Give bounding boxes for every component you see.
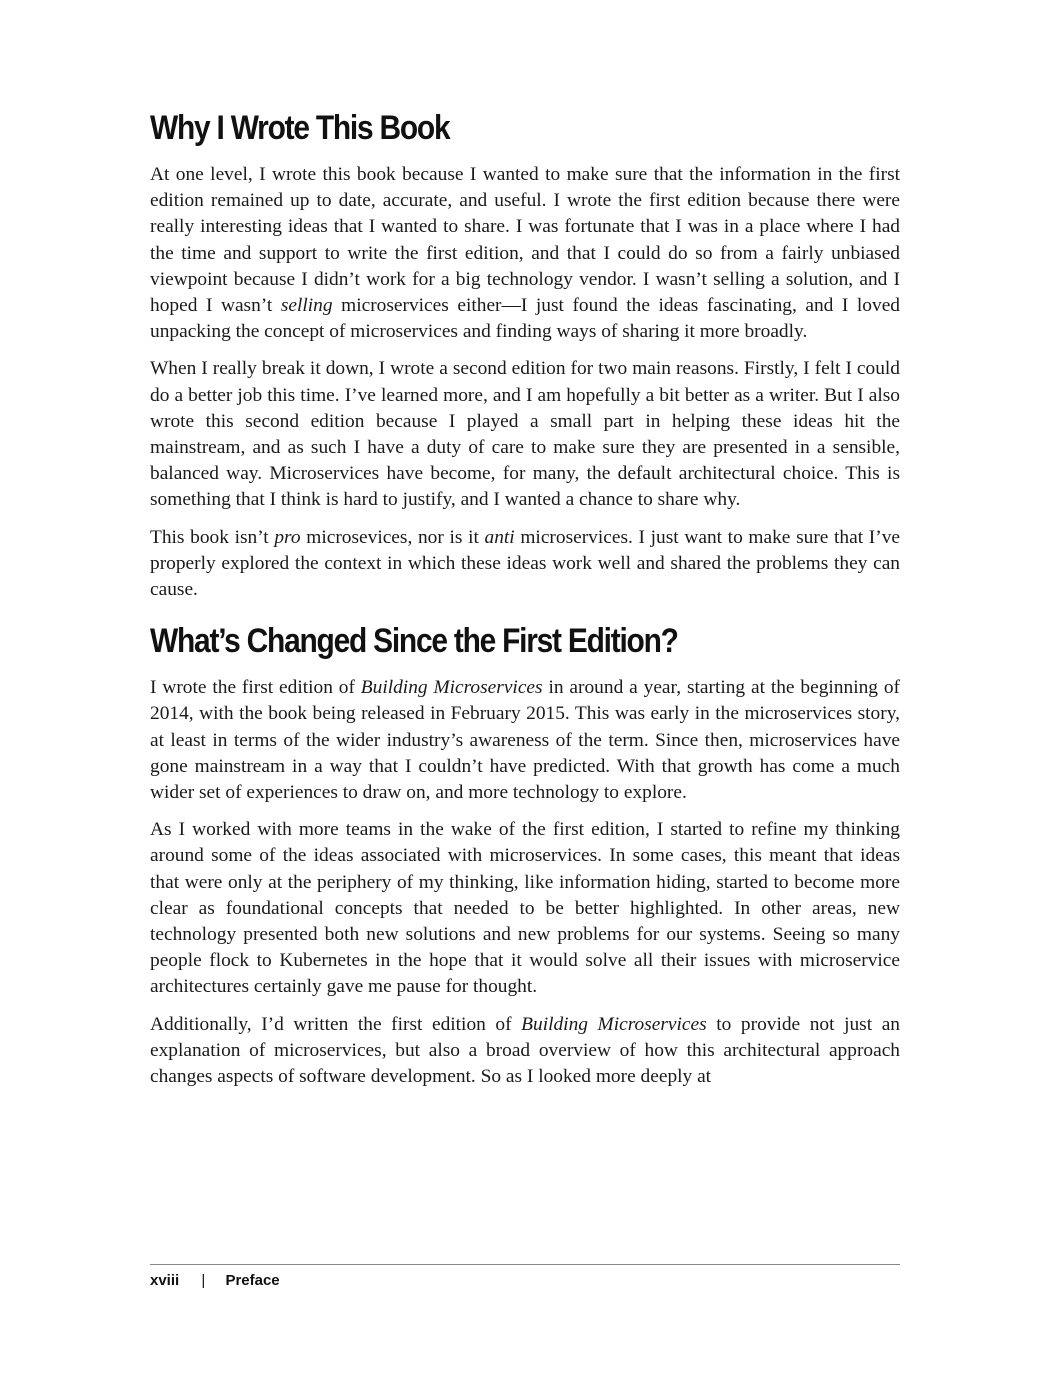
text-run: This book isn’t <box>150 526 275 548</box>
section-heading-whats-changed: What’s Changed Since the First Edition? <box>150 622 678 661</box>
text-run: As I worked with more teams in the wake of the first edition, I started to refine my thinking around some of the ideas associated with microservices. In some cases, this meant that ideas that were only at the periphery of my thinking, like information hiding, started to become more clear as foundational concepts that needed to be better highlighted. In other areas, new technology presented both new solutions and new problems for our systems. Seeing so many people flock to Kubernetes in the hope that it would solve all their issues with microservice architectures certainly gave me pause for thought. <box>150 819 900 998</box>
text-run: I wrote the first edition of <box>150 677 361 699</box>
page-footer <box>150 1264 900 1289</box>
footer-separator: | <box>201 1272 206 1289</box>
text-run: microsevices, nor is it <box>300 526 485 548</box>
page-number: xviii <box>150 1272 180 1289</box>
text-run: to provide not just an explanation of microservices, but also a broad overview of how this architectural approach changes aspects of software development. So as I looked more deeply at <box>150 1013 900 1088</box>
paragraph <box>150 356 900 513</box>
running-section-title: Preface <box>225 1272 280 1289</box>
section-heading-why-i-wrote: Why I Wrote This Book <box>150 109 450 147</box>
paragraph <box>150 162 900 345</box>
text-run: When I really break it down, I wrote a second edition for two main reasons. Firstly, I felt I could do a better job this time. I’ve learned more, and I am hopefully a bit better as a writer. But I also wrote this second edition because I played a small part in helping these ideas hit the mainstream, and as such I have a duty of care to make sure they are presented in a sensible, balanced way. Microservices have become, for many, the default architectural choice. This is something that I think is hard to justify, and I wanted a chance to share why. <box>150 358 900 511</box>
italic-text-run: Building Microservices <box>360 677 543 699</box>
italic-text-run: anti <box>484 526 515 548</box>
text-run: At one level, I wrote this book because I wanted to make sure that the information in the first edition remained up to date, accurate, and useful. I wrote the first edition because there were really interesting ideas that I wanted to share. I was fortunate that I was in a place where I had the time and support to write the first edition, and that I could do so from a fairly unbiased viewpoint because I didn’t work for a big technology vendor. I wasn’t selling a solution, and I hoped I wasn’t <box>150 164 900 317</box>
text-run: microservices either—I just found the ideas fascinating, and I loved unpacking the concept of microservices and finding ways of sharing it more broadly. <box>150 295 901 343</box>
page-content <box>150 104 900 1101</box>
italic-text-run: pro <box>274 526 301 548</box>
text-run: in around a year, starting at the beginning of 2014, with the book being released in February 2015. This was early in the microservices story, at least in terms of the wider industry’s awareness of the term. Since then, microservices have gone mainstream in a way that I couldn’t have predicted. With that growth has come a much wider set of experiences to draw on, and more technology to explore. <box>150 677 900 804</box>
text-run: microservices. I just want to make sure that I’ve properly explored the context in which these ideas work well and shared the problems they can cause. <box>150 526 900 601</box>
paragraph <box>150 675 900 806</box>
paragraph <box>150 1012 900 1091</box>
paragraph <box>150 525 900 604</box>
italic-text-run: selling <box>280 295 333 317</box>
text-run: Additionally, I’d written the first edition of <box>150 1013 522 1035</box>
italic-text-run: Building Microservices <box>521 1013 707 1035</box>
paragraph <box>150 817 900 1000</box>
